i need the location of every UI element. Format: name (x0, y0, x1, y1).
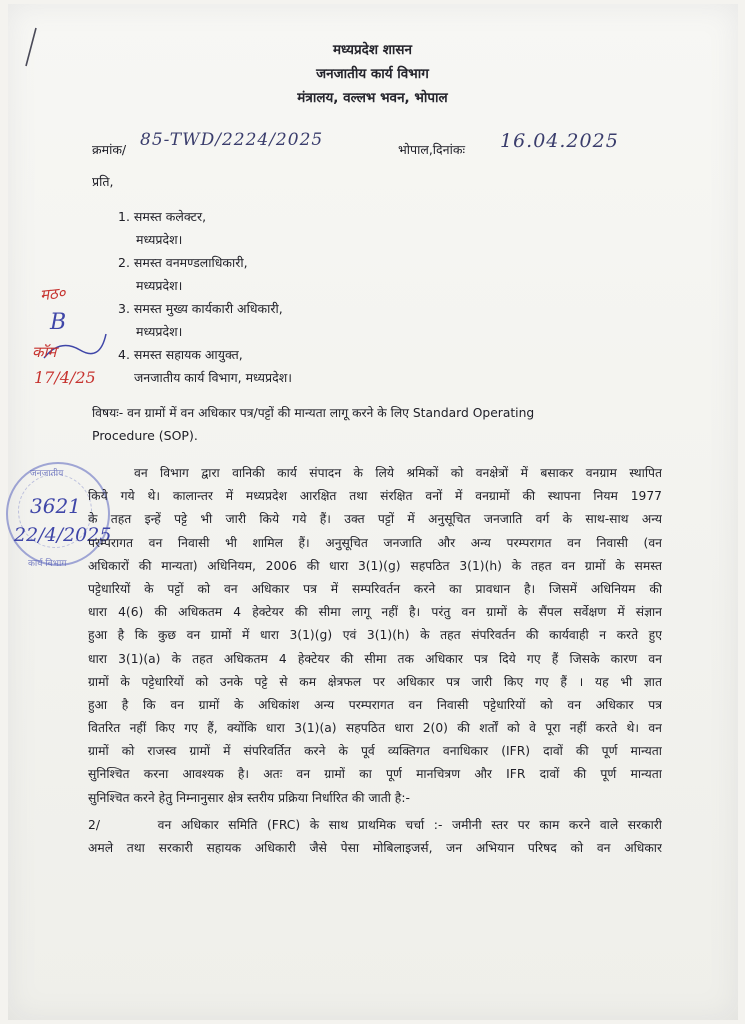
recipient-2-place: मध्यप्रदेश। (136, 278, 183, 293)
para1-line: सुनिश्चित करने हेतु निम्नानुसार क्षेत्र स्तरीय प्रक्रिया निर्धारित की जाती है:- (88, 790, 410, 805)
para1-line: धारा 3(1)(a) के तहत अधिकतम 4 हेक्टेयर की सीमा तक अधिकार पत्र दिये गए हैं जिसके कारण वन (88, 651, 662, 666)
para1-line: अधिकारों की मान्यता) अधिनियम, 2006 की धारा 3(1)(g) सहपठित 3(1)(h) के तहत वन ग्रामों के समस्त (88, 558, 662, 573)
margin-note-lower: कॉम (32, 343, 57, 361)
margin-initial: B (50, 310, 67, 335)
recipient-1-place: मध्यप्रदेश। (136, 232, 183, 247)
para1-line: वितरित नहीं किए गए हैं, क्योंकि धारा 3(1)(a) सहपठित धारा 2(0) की शर्तों को वे पूरा नहीं करते थे। वन (88, 721, 662, 736)
para2-line: 2/ वन अधिकार समिति (FRC) के साथ प्राथमिक चर्चा :- जमीनी स्तर पर काम करने वाले सरकारी (88, 818, 662, 832)
body-paragraph-2 (88, 814, 662, 860)
stamp-top-text: जनजातीय (30, 469, 64, 479)
header-govt: मध्यप्रदेश शासन (332, 42, 412, 58)
margin-note-red: मठ० (39, 283, 67, 305)
para1-line: के तहत इन्हें पट्टे भी जारी किये गये हैं। उक्त पट्टों में अनुसूचित जनजाति वर्ग के साथ-साथ अन्य (88, 512, 662, 527)
para1-line: हुआ है कि वन ग्रामों के अधिकांश अन्य परम्परागत वन निवासी पट्टेधारियों को वन अधिकार पत्र (88, 697, 662, 712)
ref-number: 85-TWD/2224/2025 (140, 130, 324, 150)
body-paragraph-1 (88, 462, 662, 810)
ref-label: क्रमांक/ (92, 142, 127, 157)
recipient-2: 2. समस्त वनमण्डलाधिकारी, (118, 255, 248, 270)
recipient-3: 3. समस्त मुख्य कार्यकारी अधिकारी, (118, 301, 283, 316)
para1-line: हुआ है कि कुछ वन ग्रामों में धारा 3(1)(g) एवं 3(1)(h) के तहत संपरिवर्तन की कार्यवाही न करते हुए (88, 628, 662, 643)
to-label: प्रति, (92, 174, 114, 189)
subject-line-1: विषयः- वन ग्रामों में वन अधिकार पत्र/पट्टों की मान्यता लागू करने के लिए Standard Operating (92, 406, 535, 420)
stamp-number: 3621 (30, 494, 81, 518)
margin-date: 17/4/25 (34, 368, 96, 387)
stamp-bottom-text: कार्य विभाग (28, 559, 67, 569)
stamp-date: 22/4/2025 (14, 524, 112, 546)
para1-line: पट्टेधारियों के पट्टों को वन अधिकार पत्र में सम्परिवर्तन करने का प्रावधान है। जिसमें अधिनियम की (88, 581, 662, 596)
para1-line: वन विभाग द्वारा वानिकी कार्य संपादन के लिये श्रमिकों को वनक्षेत्रों में बसाकर वनग्राम स्थापित (134, 466, 662, 480)
para1-line: किये गये थे। कालान्तर में मध्यप्रदेश आरक्षित तथा संरक्षित वनों में वनग्रामों की स्थापना नियम 1977 (88, 489, 662, 504)
recipient-4: 4. समस्त सहायक आयुक्त, (118, 347, 243, 362)
para1-line: ग्रामों को राजस्व ग्रामों में संपरिवर्तित करने के पूर्व व्यक्तिगत वनाधिकार (IFR) दावों की पूर्ण मान्यता (88, 744, 662, 759)
header-department: जनजातीय कार्य विभाग (316, 66, 429, 82)
para1-line: ग्रामों के पट्टेधारियों को उनके पट्टे से कम क्षेत्रफल पर अधिकार पत्र जारी किए गए हैं । यह भी ज्ञात (88, 674, 662, 689)
recipient-4-dept: जनजातीय कार्य विभाग, मध्यप्रदेश। (134, 370, 292, 385)
para2-line: अमले तथा सरकारी सहायक अधिकारी जैसे पेसा मोबिलाइजर्स, जन अभियान परिषद को वन अधिकार (88, 841, 662, 856)
header-address: मंत्रालय, वल्लभ भवन, भोपाल (297, 90, 448, 106)
place-date-label: भोपाल,दिनांकः (398, 142, 465, 157)
para1-line: धारा 4(6) की अधिकतम 4 हेक्टेयर की सीमा लागू नहीं है। परंतु वन ग्रामों के सैंपल सर्वेक्षण में संज्ञान (88, 605, 662, 620)
para1-line: परम्परागत वन निवासी भी शामिल हैं। अनुसूचित जनजाति और अन्य परम्परागत वन निवासी (वन (88, 535, 662, 550)
ref-date: 16.04.2025 (500, 130, 619, 152)
para1-line: सुनिश्चित करना आवश्यक है। अतः वन ग्रामों का पूर्ण मानचित्रण और IFR दावों की पूर्ण मान्यता (88, 767, 662, 782)
recipient-1: 1. समस्त कलेक्टर, (118, 209, 207, 224)
subject-line-2: Procedure (SOP). (92, 428, 198, 443)
recipient-3-place: मध्यप्रदेश। (136, 324, 183, 339)
